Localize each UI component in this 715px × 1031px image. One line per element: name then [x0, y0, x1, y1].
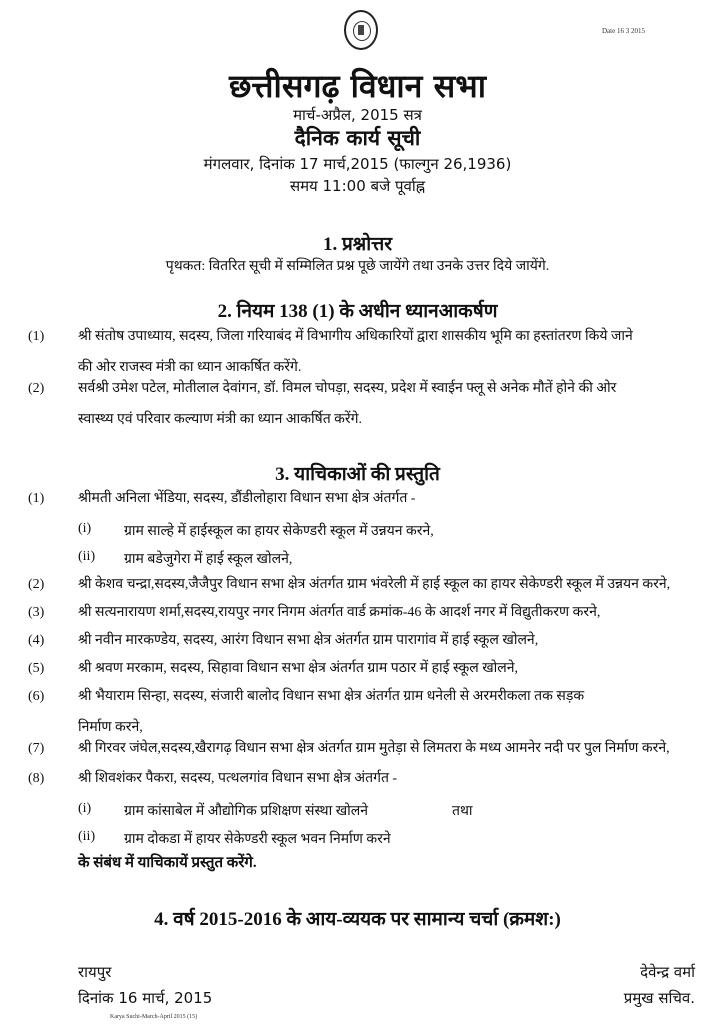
item-number: (1) — [28, 329, 45, 344]
sub-item-number: (ii) — [78, 829, 96, 844]
section-heading-petitions: 3. याचिकाओं की प्रस्तुति — [275, 464, 440, 485]
sub-item-text: ग्राम कांसाबेल में औद्योगिक प्रशिक्षण संस्था खोलने — [124, 804, 369, 819]
item-number: (5) — [28, 661, 45, 676]
item-number: (3) — [28, 605, 45, 620]
item-number: (1) — [28, 491, 45, 506]
item-text-line: निर्माण करने, — [78, 720, 143, 735]
sub-item-conjunction: तथा — [452, 804, 473, 819]
session-label: मार्च-अप्रैल, 2015 सत्र — [293, 106, 422, 124]
item-number: (8) — [28, 771, 45, 786]
item-number: (2) — [28, 381, 45, 396]
page-title: छत्तीसगढ़ विधान सभा — [228, 67, 486, 105]
list-item: श्री नवीन मारकण्डेय, सदस्य, आरंग विधान सभा क्षेत्र अंतर्गत ग्राम पारागांव में हाई स्कूल खोलने, — [78, 633, 539, 648]
item-number: (6) — [28, 689, 45, 704]
signatory-name: देवेन्द्र वर्मा — [640, 963, 695, 981]
list-item: श्री केशव चन्द्रा,सदस्य,जैजैपुर विधान सभा क्षेत्र अंतर्गत ग्राम भंवरेली में हाई स्कूल का हायर सेकेण्डरी स्कूल में उन्नयन करने, — [78, 577, 671, 592]
document-subtitle: दैनिक कार्य सूची — [294, 126, 421, 150]
sub-item-number: (ii) — [78, 549, 96, 564]
item-text-line: सर्वश्री उमेश पटेल, मोतीलाल देवांगन, डॉ. विमल चोपड़ा, सदस्य, प्रदेश में स्वाईन फ्लू से अनेक मौतें होने की ओर — [78, 381, 617, 396]
sub-item-text: ग्राम साल्हे में हाईस्कूल का हायर सेकेण्डरी स्कूल में उन्नयन करने, — [124, 524, 434, 539]
petitions-closing-text: के संबंध में याचिकायें प्रस्तुत करेंगे. — [78, 855, 257, 871]
sub-item-text: ग्राम बडेजुगेरा में हाई स्कूल खोलने, — [124, 552, 293, 567]
item-number: (2) — [28, 577, 45, 592]
item-text-line: श्री संतोष उपाध्याय, सदस्य, जिला गरियाबंद में विभागीय अधिकारियों द्वारा शासकीय भूमि का हस्तांतरण किये जाने — [78, 329, 633, 344]
assembly-emblem-icon — [344, 10, 378, 50]
item-number: (4) — [28, 633, 45, 648]
list-item: श्री शिवशंकर पैकरा, सदस्य, पत्थलगांव विधान सभा क्षेत्र अंतर्गत - — [78, 771, 398, 786]
footer-place: रायपुर — [78, 963, 112, 981]
date-line: मंगलवार, दिनांक 17 मार्च,2015 (फाल्गुन 26,1936) — [203, 155, 512, 173]
sub-item-number: (i) — [78, 801, 92, 816]
sub-item-text: ग्राम दोकडा में हायर सेकेण्डरी स्कूल भवन निर्माण करने — [124, 832, 391, 847]
time-line: समय 11:00 बजे पूर्वाह्न — [289, 177, 426, 195]
section-heading-budget-discussion: 4. वर्ष 2015-2016 के आय-व्ययक पर सामान्य चर्चा (क्रमश:) — [154, 909, 561, 930]
list-item: श्रीमती अनिला भेंडिया, सदस्य, डौंडीलोहारा विधान सभा क्षेत्र अंतर्गत - — [78, 491, 416, 506]
file-reference: Karya Suchi-March-April 2015 (15) — [110, 1014, 198, 1020]
list-item: श्री गिरवर जंघेल,सदस्य,खैरागढ़ विधान सभा क्षेत्र अंतर्गत ग्राम मुतेड़ा से लिमतरा के मध्य आमनेर नदी पर पुल निर्माण करने, — [78, 741, 670, 756]
section-heading-question-hour: 1. प्रश्नोत्तर — [322, 234, 393, 255]
footer-date: दिनांक 16 मार्च, 2015 — [78, 989, 213, 1007]
list-item: श्री श्रवण मरकाम, सदस्य, सिहावा विधान सभा क्षेत्र अंतर्गत ग्राम पठार में हाई स्कूल खोलने, — [78, 661, 519, 676]
date-stamp: Date 16 3 2015 — [602, 27, 645, 35]
list-item — [78, 373, 698, 435]
sub-item-number: (i) — [78, 521, 92, 536]
list-item: श्री सत्यनारायण शर्मा,सदस्य,रायपुर नगर निगम अंतर्गत वार्ड क्रमांक-46 के आदर्श नगर में विद्युतीकरण करने, — [78, 605, 601, 620]
item-text-line: स्वास्थ्य एवं परिवार कल्याण मंत्री का ध्यान आकर्षित करेंगे. — [78, 412, 363, 427]
section-heading-calling-attention: 2. नियम 138 (1) के अधीन ध्यानआकर्षण — [217, 301, 498, 322]
item-text-line: की ओर राजस्व मंत्री का ध्यान आकर्षित करेंगे. — [78, 360, 302, 375]
item-number: (7) — [28, 741, 45, 756]
signatory-title: प्रमुख सचिव. — [623, 989, 695, 1007]
section-text-question-hour: पृथकत: वितरित सूची में सम्मिलित प्रश्न पूछे जायेंगे तथा उनके उत्तर दिये जायेंगे. — [165, 259, 550, 274]
item-text-line: श्री भैयाराम सिन्हा, सदस्य, संजारी बालोद विधान सभा क्षेत्र अंतर्गत ग्राम धनेली से अरमरीकला तक सड़क — [78, 689, 585, 704]
